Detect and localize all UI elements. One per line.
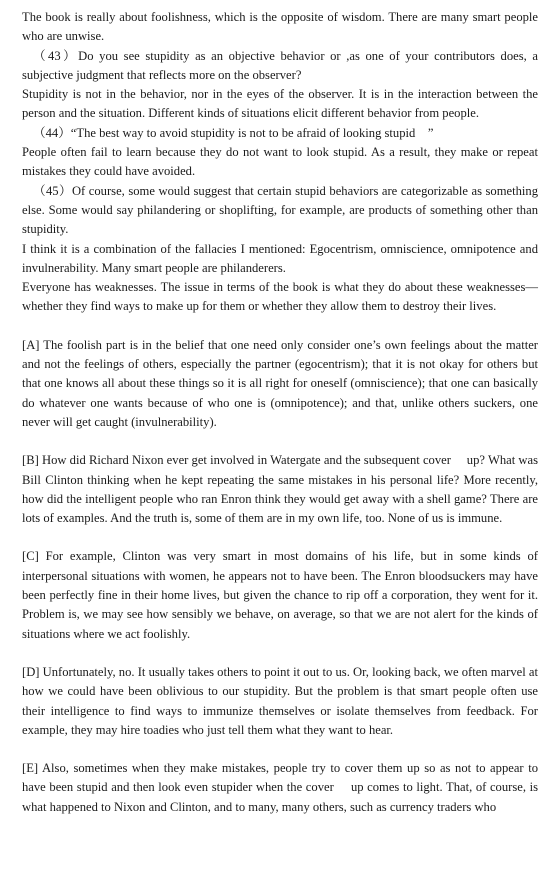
option-c: [C] For example, Clinton was very smart in most domains of his life, but in some kinds of interpersonal situations with women, he appears not to have been. The Enron bloodsuckers may have been perfectly fine in their home lives, but given the chance to rip off a corporation, they went for it. Problem is, we may see how sensibly we behave, on average, so that we are not alert for the kinds of situations where we act foolishly. — [22, 549, 538, 641]
paragraph-answer-45-a: I think it is a combination of the fallacies I mentioned: Egocentrism, omniscience, omnipotence and invulnerability. Many smart people are philanderers. — [22, 241, 538, 275]
option-d: [D] Unfortunately, no. It usually takes others to point it out to us. Or, looking back, we often marvel at how we could have been oblivious to our stupidity. But the problem is that smart people often use their intelligence to find ways to immunize themselves or isolate themselves from feedback. For example, they may hire toadies who just tell them what they want to hear. — [22, 664, 538, 737]
option-b: [B] How did Richard Nixon ever get involved in Watergate and the subsequent cover up? What was Bill Clinton thinking when he kept repeating the same mistakes in his personal life? More recently, how did the intelligent people who ran Enron think they would get away with a shell game? There are lots of examples. And the truth is, some of them are in my own life, too. None of us is immune. — [22, 453, 538, 526]
question-45: （45）Of course, some would suggest that certain stupid behaviors are categorizable as something else. Some would say philandering or shoplifting, for example, are products of something other than stupidity. — [22, 183, 538, 237]
paragraph-answer-44: People often fail to learn because they do not want to look stupid. As a result, they make or repeat mistakes they could have avoided. — [22, 145, 538, 179]
question-43: （43）Do you see stupidity as an objective behavior or ,as one of your contributors does, a subjective judgment that reflects more on the observer? — [22, 48, 538, 82]
paragraph-answer-45-b: Everyone has weaknesses. The issue in terms of the book is what they do about these weaknesses—whether they find ways to make up for them or whether they allow them to destroy their lives. — [22, 280, 538, 314]
document-page — [22, 8, 538, 817]
paragraph-answer-43: Stupidity is not in the behavior, nor in the eyes of the observer. It is in the interaction between the person and the situation. Different kinds of situations elicit different behavior from people. — [22, 87, 538, 121]
question-44: （44）“The best way to avoid stupidity is not to be afraid of looking stupid ” — [33, 125, 434, 140]
option-a: [A] The foolish part is in the belief that one need only consider one’s own feelings about the matter and not the feelings of others, especially the partner (egocentrism); that it is not okay for others but that one knows all about these things so it is all right for oneself (omniscience); that one can basically do whatever one wants because of who one is (omnipotence); and that, unlike others suckers, one never will get caught (invulnerability). — [22, 337, 538, 429]
option-e: [E] Also, sometimes when they make mistakes, people try to cover them up so as not to appear to have been stupid and then look even stupider when the cover up comes to light. That, of course, is what happened to Nixon and Clinton, and to many, many others, such as currency traders who — [22, 761, 538, 814]
paragraph-intro: The book is really about foolishness, which is the opposite of wisdom. There are many smart people who are unwise. — [22, 10, 538, 44]
